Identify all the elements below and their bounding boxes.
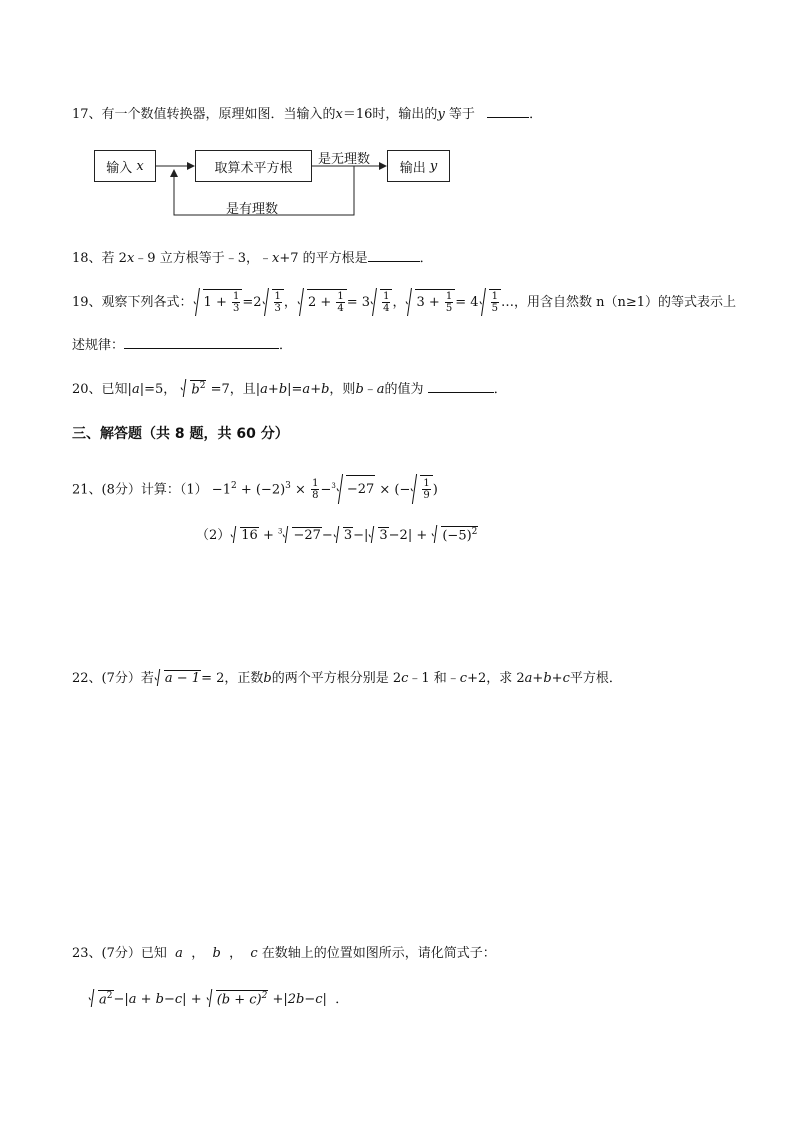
irrational-label: 是无理数: [318, 152, 371, 167]
process-box: [195, 150, 312, 182]
conversion-diagram: [0, 0, 794, 240]
output-label: 输出: [399, 160, 426, 176]
q17-text-c: 等于: [444, 107, 475, 122]
input-var: x: [136, 158, 144, 174]
q18-x: x: [126, 251, 135, 266]
q23-root-bc: $(b + c)^2$: [207, 990, 269, 1007]
q19-root-2: 2 + $\frac{1}{4}$: [298, 289, 347, 316]
q21-p2-cuberoot: −27: [283, 527, 321, 543]
question-19: 19、观察下列各式： 1 + $\frac{1}{3}$ =2 $\frac{1}{3}$ ， 2 + $\frac{1}{4}$ = 3 $\frac{1}{4}$ ， 3 + $\frac{1}{5}$ = 4 $\frac{1}{5}$ …，用含自然数 n（n≥1）的等式表示上: [72, 291, 736, 314]
q19-line2: 述规律：: [72, 338, 125, 353]
q17-text-b: ＝16时，输出的: [342, 107, 438, 122]
question-21-part-2: （2） 16 + $^3$ −27− 3−| $3-2| + (-5)^2$: [196, 526, 478, 543]
question-19-line2: [72, 334, 292, 353]
question-20: 20、已知|a|=5， $b^2 =7$，且|a+b|=a+b，则b﹣a的值为 ．: [72, 380, 507, 397]
q18-end: ．: [419, 251, 433, 266]
question-23-expression: $a^2-|a + b-c| + (b + c)^2 +|2b-c|$ ．: [88, 988, 348, 1007]
input-box: [94, 150, 156, 182]
q21-cube-root: −27: [337, 475, 375, 504]
q19-root-1r: $\frac{1}{3}$: [263, 289, 284, 316]
q23-root-a2: $a^2$: [89, 990, 114, 1007]
q17-text-a: 17、有一个数值转换器，原理如图．当输入的: [72, 107, 336, 122]
q18-text-a: 18、若 2: [72, 251, 127, 266]
q18-text-b: ﹣9 立方根等于﹣3，﹣: [134, 251, 272, 266]
question-23: 23、(7分）已知 a ， b ， c 在数轴上的位置如图所示，请化简式子：: [72, 946, 496, 961]
q17-x: x: [335, 107, 343, 122]
q19-root-3: 3 + $\frac{1}{5}$: [406, 289, 455, 316]
q19-end: ．: [279, 338, 293, 353]
q20-answer-blank[interactable]: [428, 392, 494, 393]
q21-p2-root3a: 3: [334, 527, 353, 543]
q19-answer-blank[interactable]: [124, 348, 279, 349]
q22-root: a − 1: [155, 670, 201, 686]
q21-p2-root-sq: $(-5)^2$: [432, 526, 478, 543]
q19-root-3r: $\frac{1}{5}$: [480, 289, 501, 316]
process-label: 取算术平方根: [214, 160, 293, 176]
question-22: 22、(7分）若 a − 1= 2，正数b的两个平方根分别是 2c﹣1 和﹣c+2，求 2a+b+c平方根．: [72, 671, 622, 686]
q20-root-b2: $b^2$: [181, 380, 206, 397]
question-21-part-1: 21、(8分）计算：$(1) -1^2 + (-2)^3$ × $\frac{1}{8}$ −$^3$ −27 × (− $\frac{1}{9}$ ): [72, 472, 438, 504]
q19-eq-3: = 4: [455, 295, 479, 310]
q18-x2: x: [271, 251, 280, 266]
q18-answer-blank[interactable]: [368, 261, 420, 262]
q18-text-c: +7 的平方根是: [279, 251, 368, 266]
output-box: [387, 150, 450, 182]
q17-end: ．: [529, 107, 543, 122]
question-18: [72, 247, 433, 266]
rational-label: 是有理数: [226, 202, 279, 217]
q21-p2-root16: 16: [231, 527, 259, 543]
q19-eq-2: = 3: [346, 295, 371, 310]
q21-p2-root3b: 3: [369, 527, 388, 543]
q19-root-2r: $\frac{1}{4}$: [371, 289, 392, 316]
q17-y: y: [437, 107, 445, 122]
q19-prefix: 19、观察下列各式：: [72, 295, 193, 310]
input-label: 输入: [106, 160, 133, 176]
q19-suffix: ，用含自然数 n（n≥1）的等式表示上: [513, 295, 736, 310]
q19-eq-1: =2: [242, 295, 262, 310]
q19-root-1: 1 + $\frac{1}{3}$: [194, 289, 243, 316]
section-3-title: 三、解答题（共 8 题，共 60 分）: [72, 426, 289, 442]
output-var: y: [429, 158, 438, 174]
q21-root-frac: $\frac{1}{9}$: [411, 475, 432, 504]
